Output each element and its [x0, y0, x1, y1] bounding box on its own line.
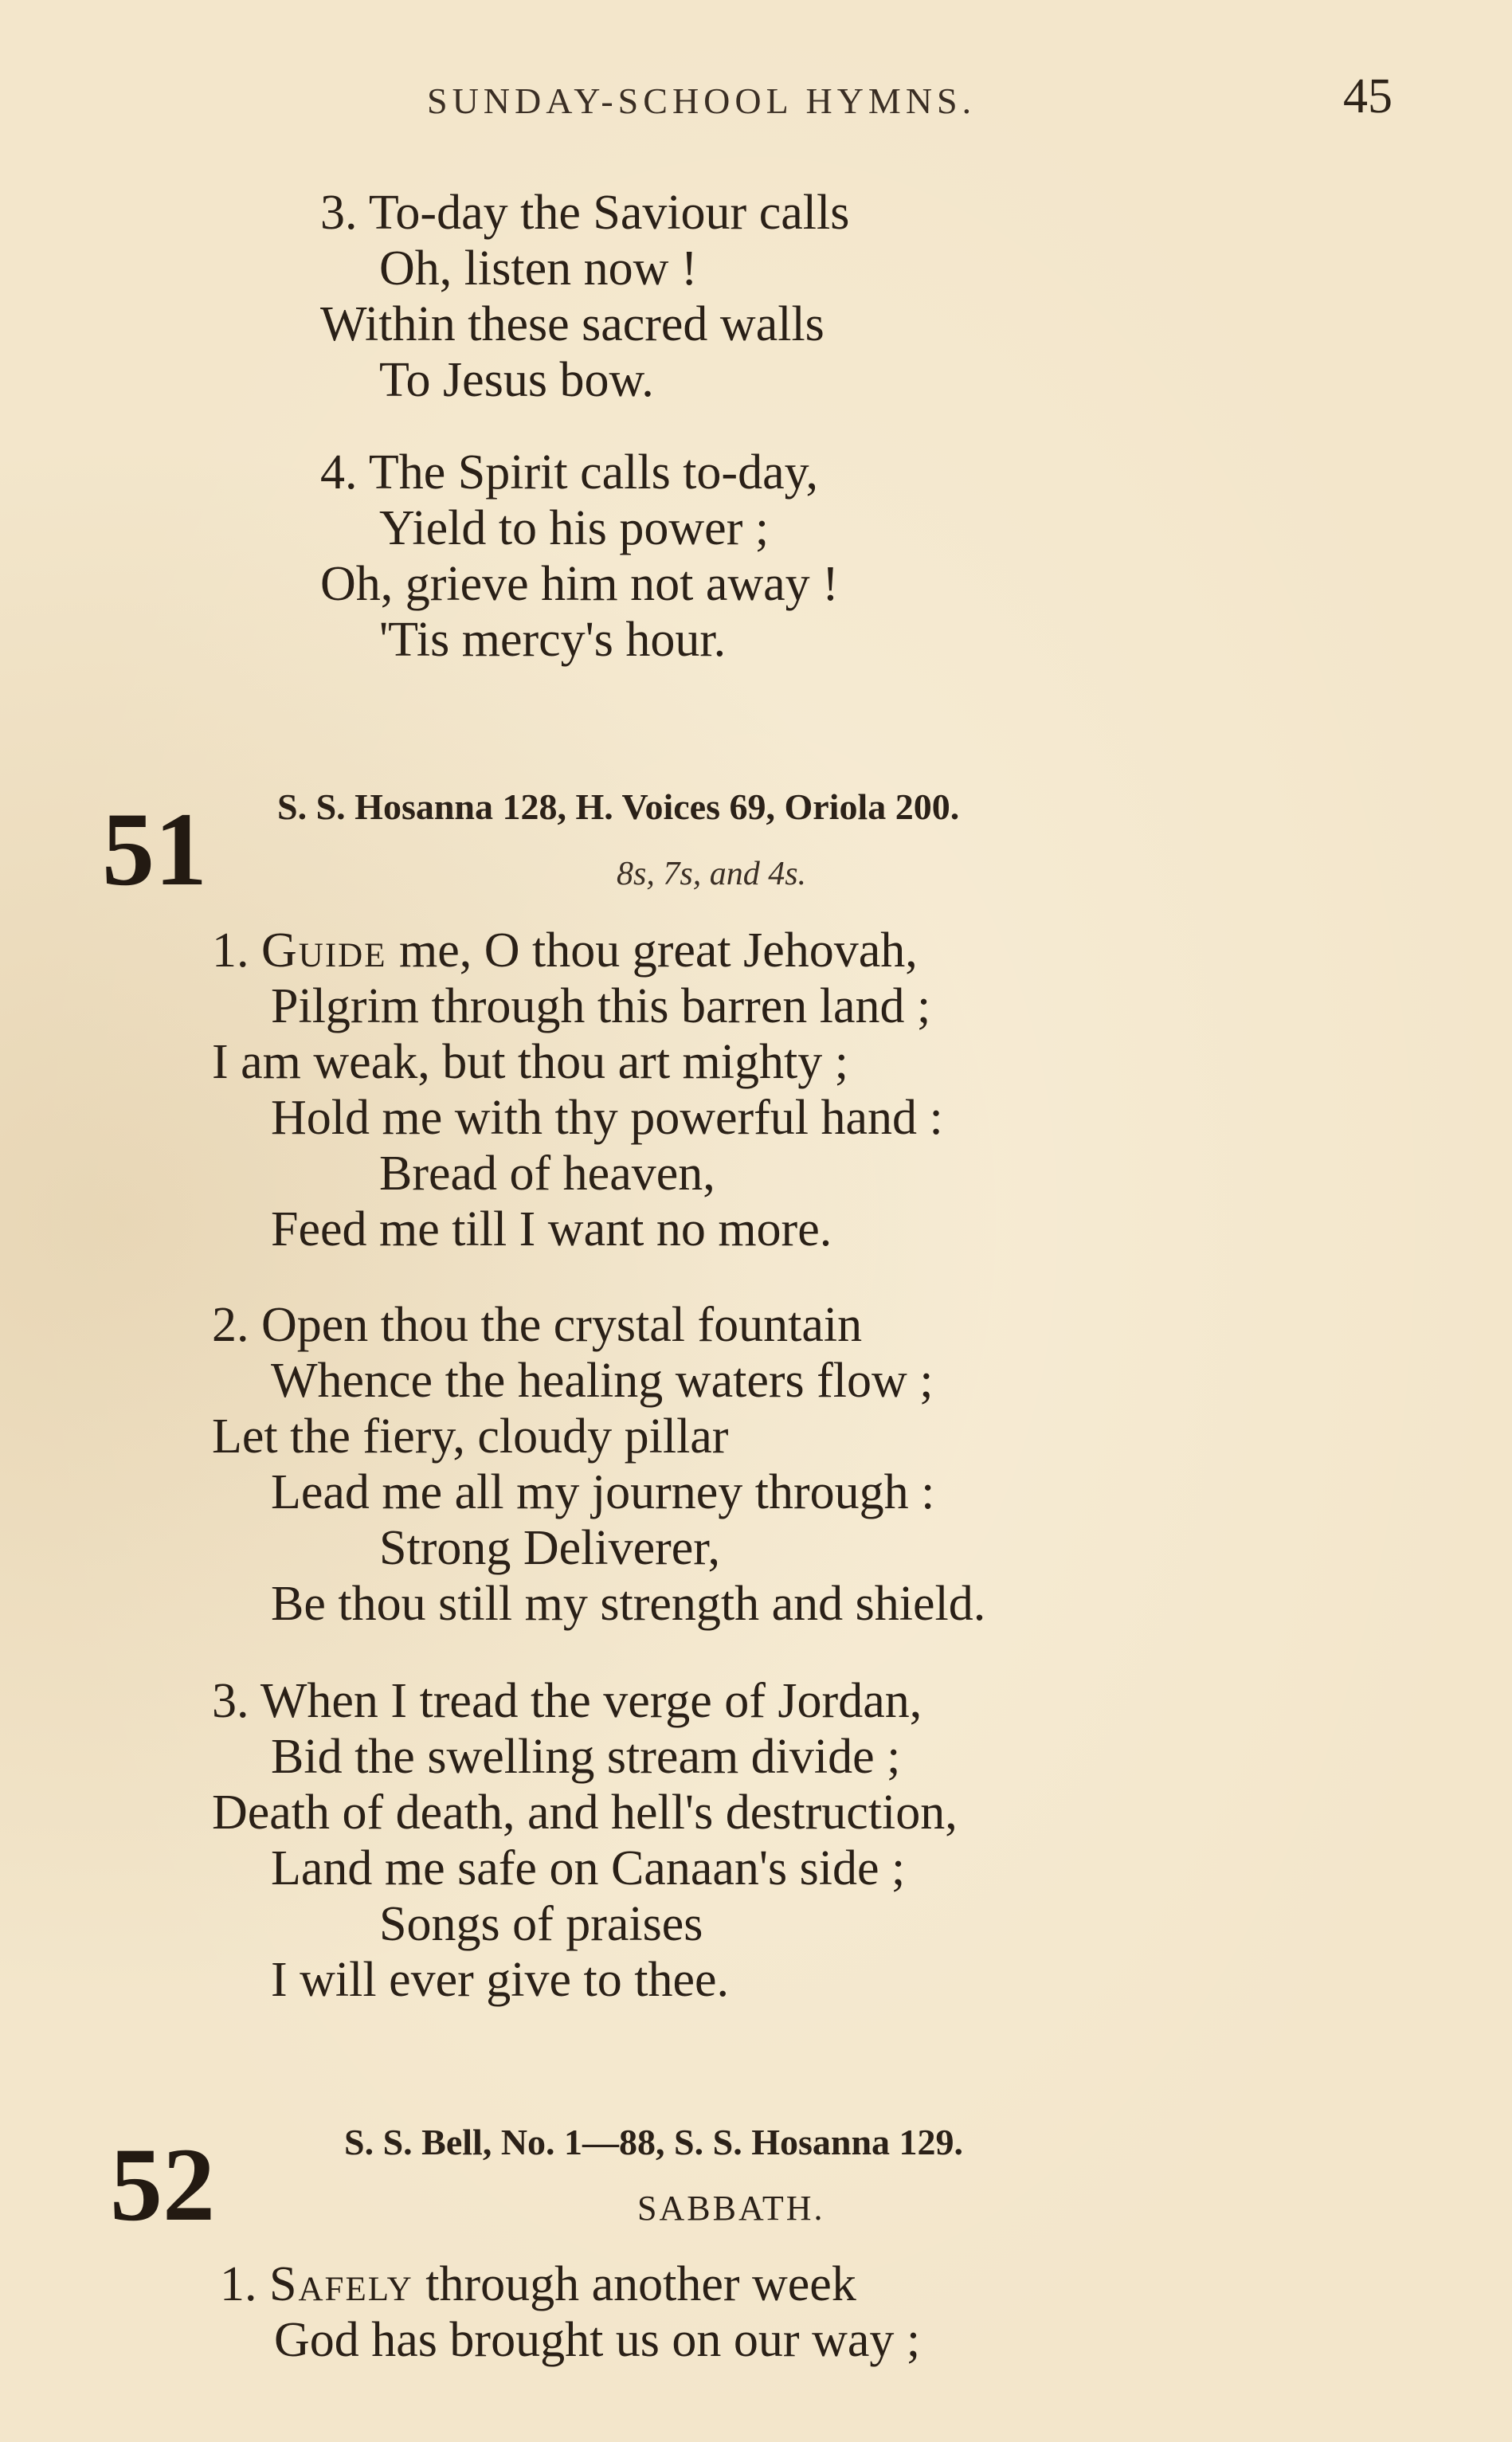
- verse-line: 4. The Spirit calls to-day,: [320, 445, 819, 500]
- verse-line: God has brought us on our way ;: [274, 2313, 921, 2367]
- verse-line: Yield to his power ;: [379, 501, 770, 555]
- verse-line: Oh, grieve him not away !: [320, 557, 839, 611]
- verse-line: Songs of praises: [379, 1897, 703, 1951]
- verse-line: Strong Deliverer,: [379, 1521, 720, 1575]
- verse-line: Bread of heaven,: [379, 1147, 715, 1201]
- verse-line: Land me safe on Canaan's side ;: [271, 1841, 906, 1895]
- line-rest: me, O thou great Jehovah,: [386, 923, 918, 978]
- verse-line: [220, 2257, 856, 2311]
- first-word: Guide: [261, 923, 387, 978]
- verse-line: [212, 923, 918, 978]
- verse-line: Death of death, and hell's destruction,: [212, 1785, 958, 1840]
- running-head: SUNDAY-SCHOOL HYMNS.: [427, 80, 977, 121]
- verse-line: Within these sacred walls: [320, 297, 825, 351]
- verse-line: 3. To-day the Saviour calls: [320, 186, 850, 240]
- stanza-number: 1.: [212, 923, 249, 978]
- hymn-number: 52: [110, 2126, 215, 2243]
- verse-line: Lead me all my journey through :: [271, 1465, 935, 1519]
- tune-reference: S. S. Hosanna 128, H. Voices 69, Oriola 200.: [277, 786, 960, 827]
- stanza-number: 1.: [220, 2257, 257, 2311]
- verse-line: I will ever give to thee.: [271, 1953, 730, 2007]
- verse-line: Be thou still my strength and shield.: [271, 1577, 986, 1631]
- hymn-title: SABBATH.: [637, 2189, 825, 2228]
- verse-line: To Jesus bow.: [379, 353, 654, 407]
- verse-line: Hold me with thy powerful hand :: [271, 1091, 943, 1145]
- verse-line: I am weak, but thou art mighty ;: [212, 1035, 848, 1089]
- meter: 8s, 7s, and 4s.: [617, 856, 807, 892]
- verse-line: Whence the healing waters flow ;: [271, 1354, 934, 1408]
- verse-line: Pilgrim through this barren land ;: [271, 979, 931, 1033]
- verse-line: 2. Open thou the crystal fountain: [212, 1298, 863, 1352]
- line-rest: through another week: [413, 2257, 856, 2311]
- hymn-number: 51: [102, 790, 207, 907]
- verse-line: Feed me till I want no more.: [271, 1202, 832, 1256]
- first-word: Safely: [269, 2257, 413, 2311]
- verse-line: Oh, listen now !: [379, 241, 698, 296]
- verse-line: 3. When I tread the verge of Jordan,: [212, 1674, 922, 1728]
- tune-reference: S. S. Bell, No. 1—88, S. S. Hosanna 129.: [344, 2122, 964, 2162]
- verse-line: Bid the swelling stream divide ;: [271, 1730, 901, 1784]
- verse-line: Let the fiery, cloudy pillar: [212, 1409, 729, 1464]
- verse-line: 'Tis mercy's hour.: [379, 613, 727, 667]
- page-number: 45: [1343, 69, 1393, 123]
